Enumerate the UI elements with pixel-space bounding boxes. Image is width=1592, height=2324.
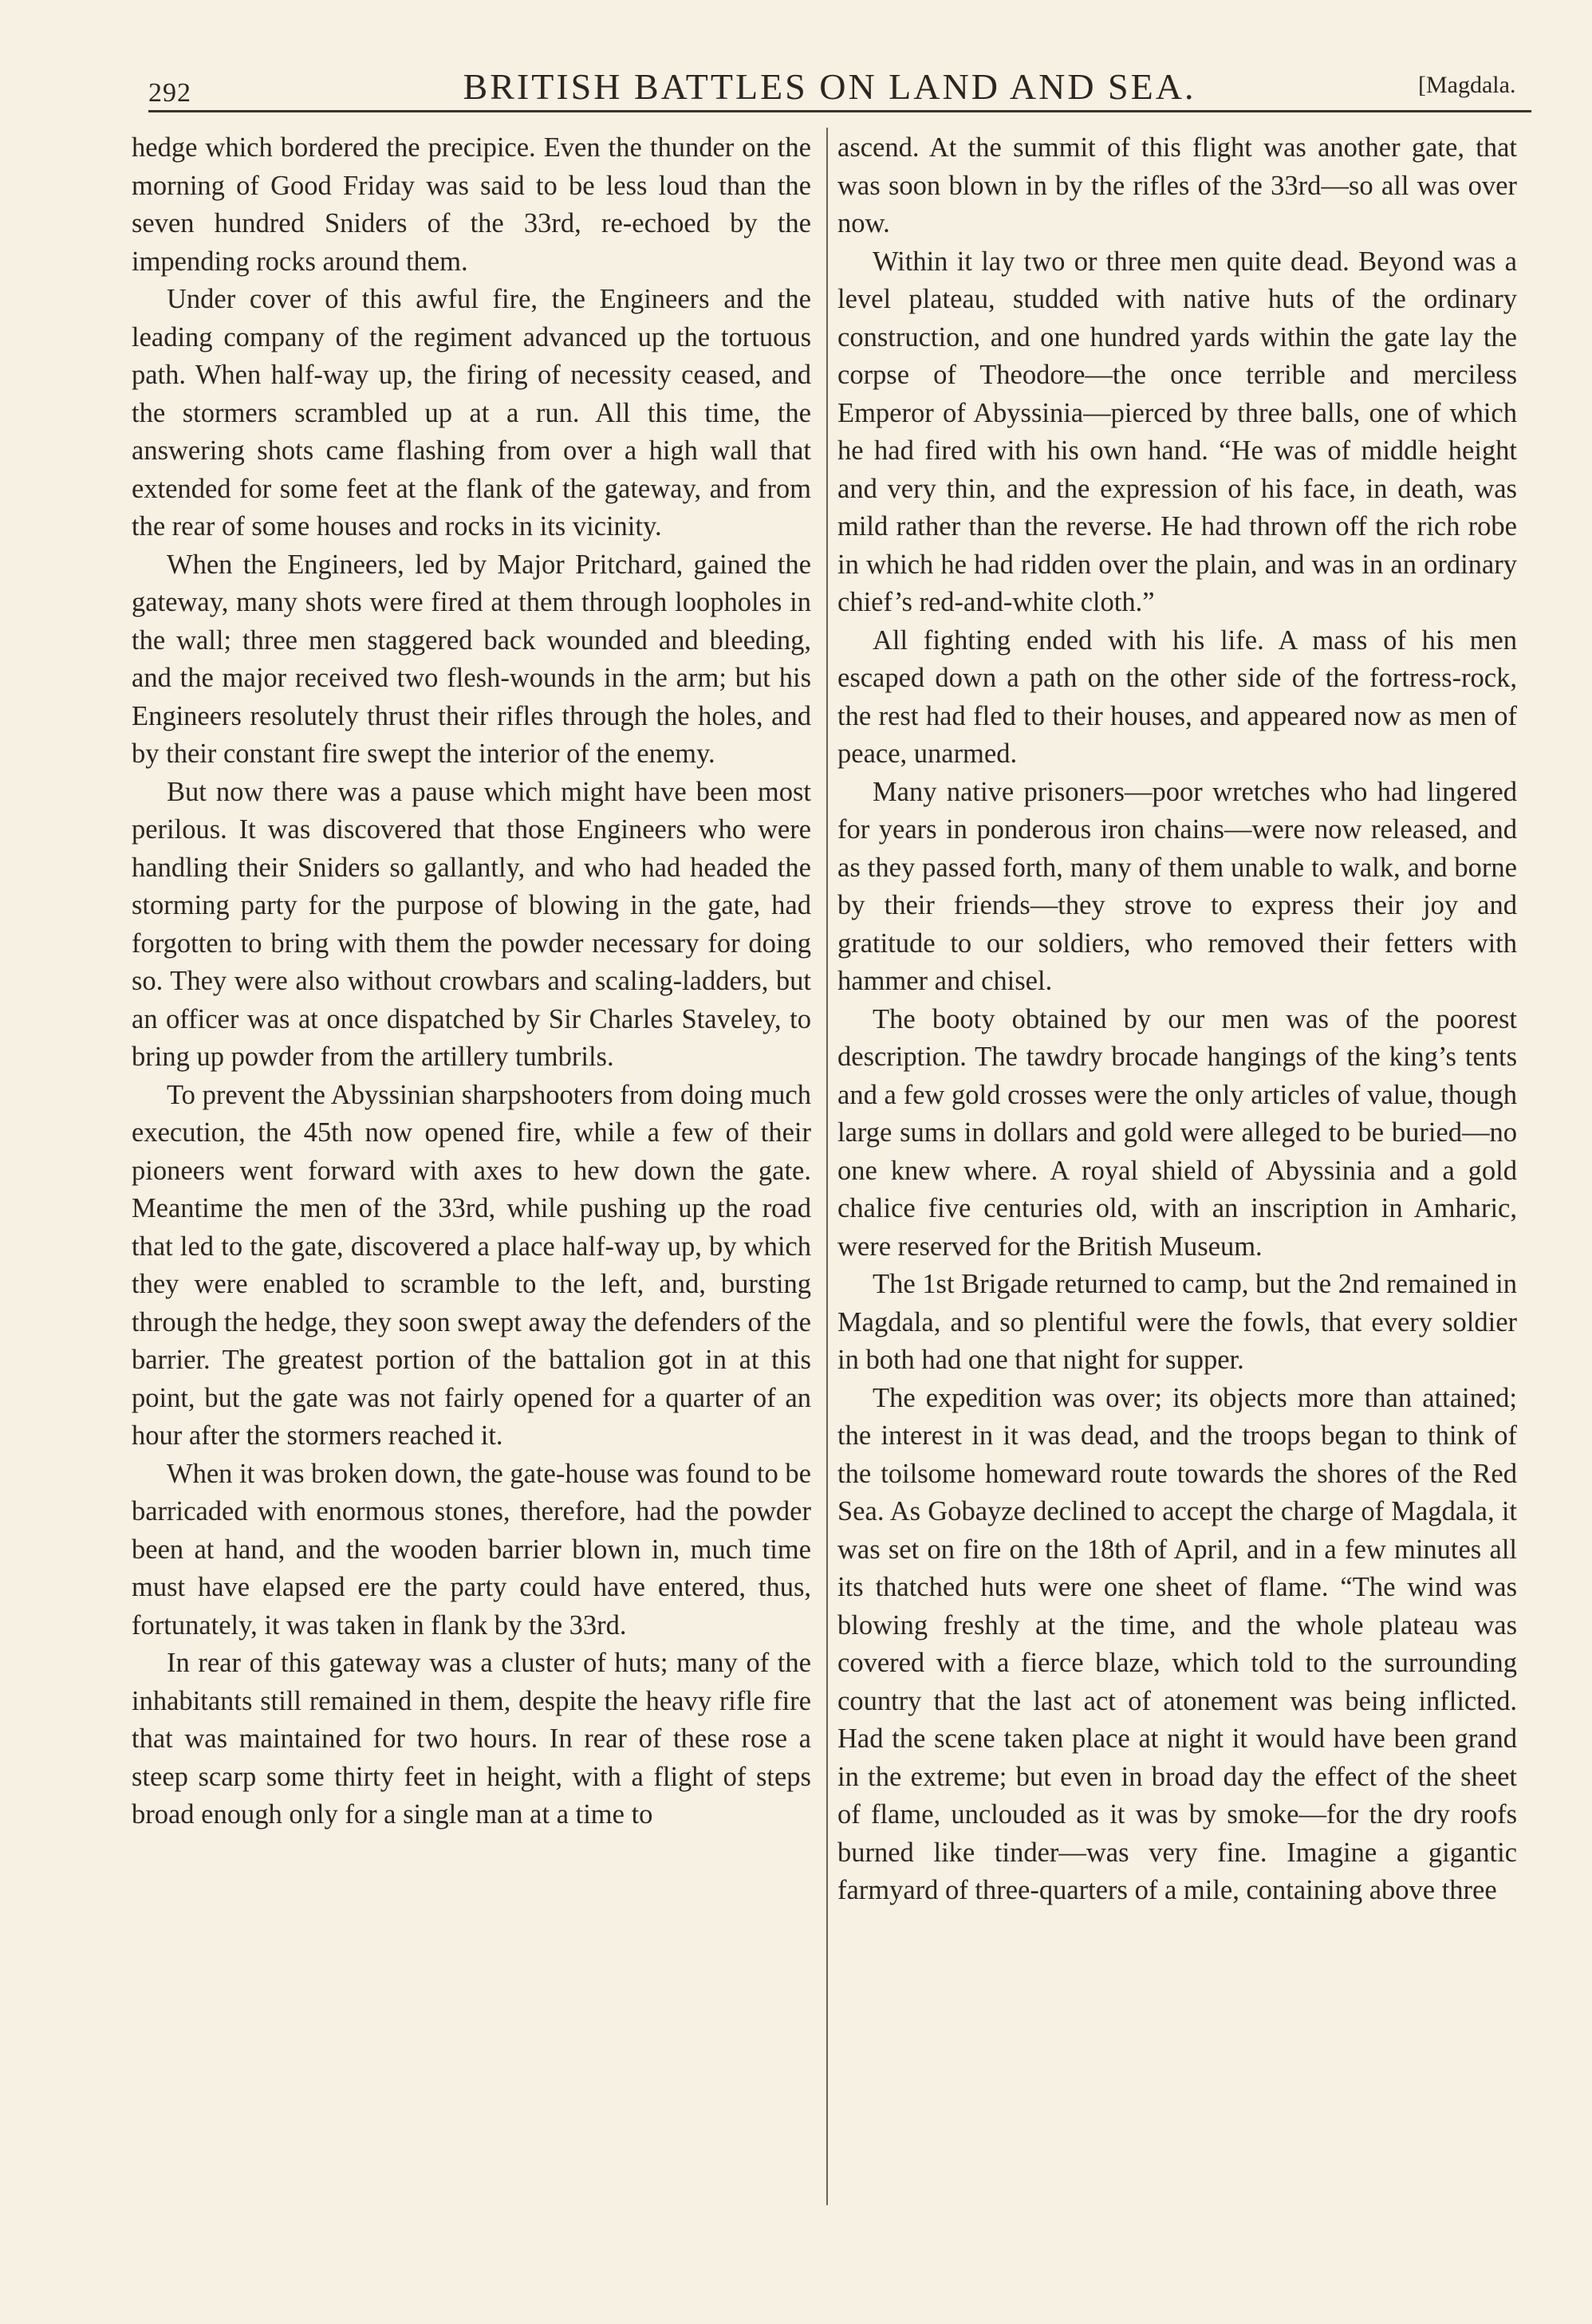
paragraph: The booty obtained by our men was of the poorest description. The tawdry brocade hangings of the king’s tents and a few gold crosses were the only articles of value, though large sums in dollars and gold were alleged to be buried—no one knew where. A royal shield of Abyssinia and a gold chalice five centuries old, with an inscription in Amharic, were reserved for the British Museum. (837, 1003, 1517, 1262)
right-column (837, 129, 1517, 1910)
paragraph: But now there was a pause which might have been most perilous. It was discovered that those Engineers who were handling their Sniders so gallantly, and who had headed the storming party for the purpose of blowing in the gate, had forgotten to bring with them the powder necessary for doing so. They were also without crowbars and scaling-ladders, but an officer was at once dispatched by Sir Charles Staveley, to bring up powder from the artillery tumbrils. (132, 776, 811, 1072)
header-rule (148, 110, 1531, 112)
paragraph: ascend. At the summit of this flight was another gate, that was soon blown in by the rifles of the 33rd—so all was over now. (837, 132, 1517, 238)
paragraph: Within it lay two or three men quite dead. Beyond was a level plateau, studded with native huts of the ordinary construction, and one hundred yards within the gate lay the corpse of Theodore—the once terrible and merciless Emperor of Abyssinia—pierced by three balls, one of which he had fired with his own hand. “He was of middle height and very thin, and the expression of his face, in death, was mild rather than the reverse. He had thrown off the rich robe in which he had ridden over the plain, and was in an ordinary chief’s red-and-white cloth.” (837, 246, 1517, 617)
section-label: [Magdala. (1418, 72, 1516, 98)
column-divider (826, 128, 828, 2205)
paragraph: Many native prisoners—poor wretches who had lingered for years in ponderous iron chains—were now released, and as they passed forth, many of them unable to walk, and borne by their friends—they strove to express their joy and gratitude to our soldiers, who removed their fetters with hammer and chisel. (837, 776, 1517, 996)
paragraph: All fighting ended with his life. A mass of his men escaped down a path on the other side of the fortress-rock, the rest had fled to their houses, and appeared now as men of peace, unarmed. (837, 624, 1517, 769)
paragraph: The 1st Brigade returned to camp, but the 2nd remained in Magdala, and so plentiful were the fowls, that every soldier in both had one that night for supper. (837, 1269, 1517, 1375)
paragraph: Under cover of this awful fire, the Engineers and the leading company of the regiment advanced up the tortuous path. When half-way up, the firing of necessity ceased, and the stormers scrambled up at a run. All this time, the answering shots came flashing from over a high wall that extended for some feet at the flank of the gateway, and from the rear of some houses and rocks in its vicinity. (132, 284, 811, 542)
paragraph: When it was broken down, the gate-house was found to be barricaded with enormous stones, therefore, had the powder been at hand, and the wooden barrier blown in, much time must have elapsed ere the party could have entered, thus, fortunately, it was taken in flank by the 33rd. (132, 1458, 811, 1641)
running-title: BRITISH BATTLES ON LAND AND SEA. (463, 66, 1196, 107)
paragraph: The expedition was over; its objects more than attained; the interest in it was dead, and the troops began to think of the toilsome homeward route towards the shores of the Red Sea. As Gobayze declined to accept the charge of Magdala, it was set on fire on the 18th of April, and in a few minutes all its thatched huts were one sheet of flame. “The wind was blowing freshly at the time, and the whole plateau was covered with a fierce blaze, which told to the surrounding country that the last act of atonement was being inflicted. Had the scene taken place at night it would have been grand in the extreme; but even in broad day the effect of the sheet of flame, unclouded as it was by smoke—for the dry roofs burned like tinder—was very fine. Imagine a gigantic farmyard of three-quarters of a mile, containing above three (837, 1382, 1517, 1905)
left-column (132, 129, 811, 1834)
page-number: 292 (148, 78, 191, 108)
paragraph: When the Engineers, led by Major Pritchard, gained the gateway, many shots were fired at them through loopholes in the wall; three men staggered back wounded and bleeding, and the major received two flesh-wounds in the arm; but his Engineers resolutely thrust their rifles through the holes, and by their constant fire swept the interior of the enemy. (132, 549, 811, 769)
paragraph: hedge which bordered the precipice. Even the thunder on the morning of Good Friday was said to be less loud than the seven hundred Sniders of the 33rd, re-echoed by the impending rocks around them. (132, 132, 811, 277)
paragraph: To prevent the Abyssinian sharpshooters from doing much execution, the 45th now opened fire, while a few of their pioneers went forward with axes to hew down the gate. Meantime the men of the 33rd, while pushing up the road that led to the gate, discovered a place half-way up, by which they were enabled to scramble to the left, and, bursting through the hedge, they soon swept away the defenders of the barrier. The greatest portion of the battalion got in at this point, but the gate was not fairly opened for a quarter of an hour after the stormers reached it. (132, 1079, 811, 1451)
paragraph: In rear of this gateway was a cluster of huts; many of the inhabitants still remained in them, despite the heavy rifle fire that was maintained for two hours. In rear of these rose a steep scarp some thirty feet in height, with a flight of steps broad enough only for a single man at a time to (132, 1648, 811, 1830)
